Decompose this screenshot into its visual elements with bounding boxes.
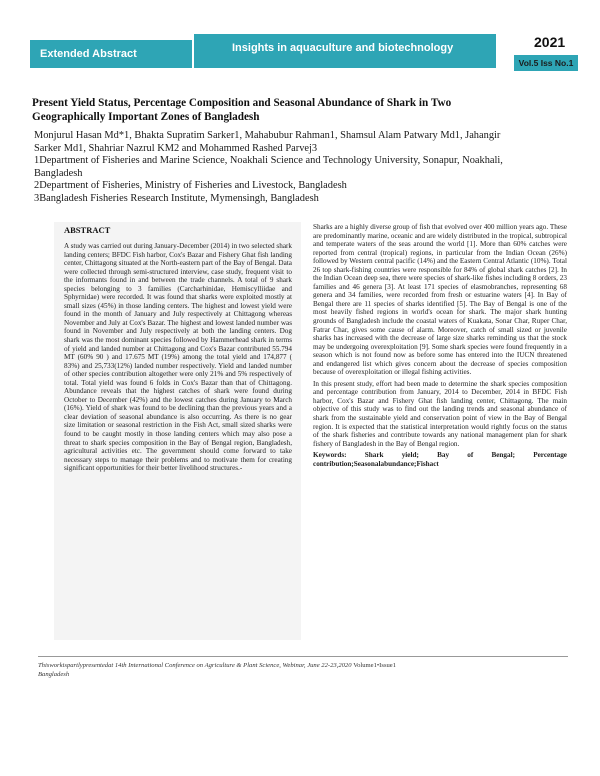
footer-divider [38,656,568,657]
publication-year: 2021 [534,34,566,50]
keywords: Keywords: Shark yield; Bay of Bengal; Percentage contribution;Seasonalabundance;Fishact [313,451,567,468]
body-paragraph: In this present study, effort had been made to determine the shark species composition and percentage contribution from January, 2014 to December, 2014 in BFDC Fish harbor, Cox's Bazar and Fishery Ghat fish landing center, Chittagong. The main objective of this study was to find out the landing trends and seasonal abundance of shark from the sustainable yield and conservation point of view in the Bay of Bengal region. It is expected that the statistical interpretation would rightly focus on the status of the shark fisheries and contribute towards any national management plan for shark fishery of Bangladesh in the Bay of Bengal region. [313,379,567,448]
footer-volume: Volume1•Issue1 [353,662,397,669]
page-footer [38,661,558,679]
volume-issue-badge: Vol.5 Iss No.1 [514,55,578,71]
author-line: Sarker Md1, Shahriar Nazrul KM2 and Mohammed Rashed Parvej3 [34,142,318,154]
journal-name: Insights in aquaculture and biotechnology [194,34,496,68]
affiliation-line: 1Department of Fisheries and Marine Science, Noakhali Science and Technology University, Sonapur, Noakhali, [34,155,503,167]
body-column [313,223,567,471]
affiliation-line: Bangladesh [34,167,83,179]
abstract-heading: ABSTRACT [64,225,111,235]
affiliation-line: 2Department of Fisheries, Ministry of Fisheries and Livestock, Bangladesh [34,180,347,192]
body-paragraph: Sharks are a highly diverse group of fish that evolved over 400 million years ago. These are predominantly marine, oceanic and are widely distributed in the tropical, subtropical and temperate waters of the seas around the world [1]. More than 60% catches were reported from central (tropical) regions, in particular from the Indian Ocean (26%) followed by Western central pacific (14%) and the Eastern Central Atlantic (10%). Total 26 top shark-fishing countries were responsible for 84% of global shark catches [2]. In the Indian Ocean deep sea, there were species of shark-like fishes including 8 orders, 23 families and 46 genera [3]. At least 171 species of elasmobranches, representing 68 genera and 34 families, were recorded from fresh or estuarine waters [4]. In Bay of Bengal there are 11 species of sharks identified [5]. The Bay of Bengal is one of the most heavily fished regions in world's ocean for shark. The major shark hunting grounds of Bangladesh include the coastal waters of Kuakata, Sonar Char, Ruper Char, Fatrar Char, gives some cause of alarm. Moreover, catch of small sized or juvenile sharks has increased with the decrease of large size sharks reminding us that the stock may be undergoing overexploitation [9]. Some shark species were found frequently in a season which is not found now as before some has entered into the IUCN threatened and endangered list which gives concern about the decrease of species composition because of overexploitation or illegal fishing activities. [313,223,567,377]
footer-note: Thisworkispartlypresentedat 14th International Conference on Agriculture & Plant Science, Webinar, June 22-23,2020 [38,662,352,669]
footer-country: Bangladesh [38,671,70,678]
affiliation-line: 3Bangladesh Fisheries Research Institute, Mymensingh, Bangladesh [34,192,319,204]
abstract-text: A study was carried out during January-December (2014) in two selected shark landing centers; BFDC Fish harbor, Cox's Bazar and Fishery Ghat fish landing center, Chittagong situated at the North-eastern part of the Bay of Bengal. Data were collected through semi-structured interview, case study, frequent visit to the informants found in and between the trade channels. A total of 9 shark species belonging to 3 families (Carcharhinidae, Hemiscylliidae and Sphyrnidae) were recorded. It was found that sharks were exploited mostly at small sizes (45%) in those landing centers. The highest and lowest yield were found in the month of January and July respectively at Chittagong whereas November and July at Cox's Bazar. The highest and lowest landed number was found in November and July respectively at both the landing centers. Dog shark was the most dominant species followed by Hammerhead shark in terms of yield and landed number at Chittagong and Cox's Bazar contributed 55.794 MT (60% 90 ) and 17.675 MT (19%) among the total yield and 174,877 ( 83%) and 25,733(12%) landed number respectively. Yield and landed number of other species contribution altogether were only 21% and 5% respectively of total. Total yield was found 6 folds in Cox's Bazar than that of Chittagong. Abundance reveals that the highest catches of shark were found during October to December (42%) and the lowest catches during January to March (16%). Yield of shark was found to be declining than the previous years and a clear deviation of seasonal abundance is also occurring. As there is no gear size limitation or seasonal restriction in the Fish Act, small sized sharks were found to be caught mostly in those landing centers which may also pose a threat to shark species composition in the Bay of Bengal region, Bangladesh, agricultural activities etc. The government should come forward to take necessary steps to manage their problems and to motivate them for creating significant opportunities for their better livelihood structures.- [64,242,292,473]
journal-header [30,34,578,68]
author-affiliations [34,130,564,206]
article-title: Present Yield Status, Percentage Composition and Seasonal Abundance of Shark in Two Geographically Important Zones of Bangladesh [32,97,452,123]
section-label: Extended Abstract [30,40,192,68]
author-line: Monjurul Hasan Md*1, Bhakta Supratim Sarker1, Mahabubur Rahman1, Shamsul Alam Patwary Md1, Jahangir [34,130,501,141]
